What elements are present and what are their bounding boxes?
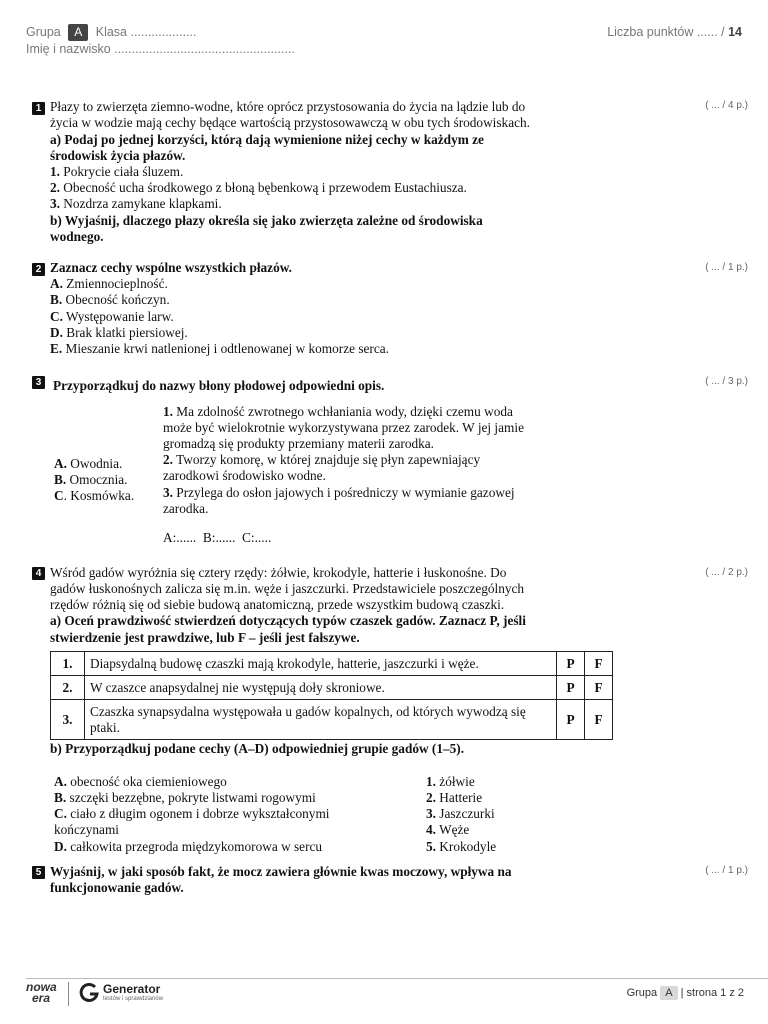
q3-membrane (54, 488, 134, 504)
table-row (51, 676, 613, 700)
q2-option (50, 325, 188, 341)
q1-text-line: życia w wodzie mają cechy będące wartością przystosowawczą w obu tych środowiskach. (50, 115, 530, 130)
feature-letter: A. (54, 774, 67, 789)
score-label: Liczba punktów ...... / (607, 25, 725, 39)
q2-option (50, 292, 170, 308)
option-text: Brak klatki piersiowej. (62, 325, 188, 340)
table-row (51, 700, 613, 740)
nowa-era-logo (26, 982, 57, 1004)
group-number: 3. (426, 806, 436, 821)
item-text: Obecność ucha środkowego z błoną bębenkową i przewodem Eustachiusza. (59, 180, 467, 195)
name-field: Imię i nazwisko .................................................... (26, 42, 295, 56)
q4-feature (54, 790, 316, 806)
feature-letter: B. (54, 790, 67, 805)
q2-option (50, 276, 168, 292)
group-text: Krokodyle (435, 839, 497, 854)
option-letter: B. (50, 292, 63, 307)
group-number: 4. (426, 822, 436, 837)
q4-text-line: rzędów różnią się od siebie budową anatomiczną, przede wszystkim budową czaszki. (50, 597, 505, 612)
option-text: Mieszanie krwi natlenionej i odtlenowanej w komorze serca. (62, 341, 389, 356)
false-option[interactable]: F (585, 652, 613, 676)
group-number: 2. (426, 790, 436, 805)
q3-membrane (54, 472, 128, 488)
feature-text: szczęki bezzębne, pokryte listwami rogowymi (66, 790, 316, 805)
question-number-3: 3 (32, 376, 45, 389)
description-text: zarodkowi środowisko wodne. (163, 468, 326, 483)
q3-membrane (54, 456, 122, 472)
option-text: Zmiennocieplność. (62, 276, 168, 291)
generator-logo-icon (78, 982, 100, 1004)
q3-title: Przyporządkuj do nazwy błony płodowej odpowiedni opis. (53, 378, 385, 393)
footer-separator (68, 982, 69, 1006)
q3-answer-blank[interactable]: A:...... B:...... C:..... (163, 530, 272, 545)
q4-text-line: gadów łuskonośnych zalicza się m.in. węże i jaszczurki. Przedstawiciele poszczególnych (50, 581, 525, 596)
statement-number: 3. (51, 700, 85, 740)
q1-text-line: Płazy to zwierzęta ziemno-wodne, które oprócz przystosowania do życia na lądzie lub do (50, 99, 526, 114)
q4-group (426, 839, 496, 855)
footer-group-badge: A (660, 986, 677, 1000)
statement-text: Diapsydalną budowę czaszki mają krokodyle, hatterie, jaszczurki i węże. (85, 652, 557, 676)
description-number: 3. (163, 485, 173, 500)
item-text: Pokrycie ciała śluzem. (59, 164, 184, 179)
q4-feature (54, 774, 227, 790)
q3-description (163, 485, 515, 501)
true-option[interactable]: P (557, 652, 585, 676)
description-text: Tworzy komorę, w której znajduje się płyn zapewniający (172, 452, 481, 467)
q3-description (163, 452, 480, 468)
q2-title: Zaznacz cechy wspólne wszystkich płazów. (50, 260, 292, 275)
item-number: 1. (50, 164, 60, 179)
option-letter: C. (50, 309, 63, 324)
points-q3: ( ... / 3 p.) (705, 376, 748, 387)
score-field (607, 25, 742, 39)
option-letter: D. (50, 325, 63, 340)
footer-group-label: Grupa (626, 987, 658, 999)
q4-feature (54, 822, 119, 838)
logo-text: era (32, 991, 51, 1005)
q4-b-instruction: b) Przyporządkuj podane cechy (A–D) odpowiedniej grupie gadów (1–5). (50, 741, 465, 756)
option-text: Obecność kończyn. (62, 292, 170, 307)
group-badge: A (68, 24, 88, 41)
q4-group (426, 822, 469, 838)
q4-feature (54, 806, 330, 822)
q3-description (163, 420, 524, 436)
feature-letter: D. (54, 839, 67, 854)
description-text: może być wielokrotnie wykorzystywana przez zarodek. W jej jamie (163, 420, 524, 435)
q3-description (163, 468, 326, 484)
membrane-name: Owodnia. (66, 456, 123, 471)
generator-title: Generator (103, 982, 161, 996)
q4-group (426, 806, 495, 822)
points-q1: ( ... / 4 p.) (705, 100, 748, 111)
membrane-letter: B. (54, 472, 67, 487)
false-option[interactable]: F (585, 676, 613, 700)
q4-a-instruction: a) Oceń prawdziwość stwierdzeń dotyczących typów czaszek gadów. Zaznacz P, jeśli (50, 613, 526, 628)
class-field: Klasa ................... (95, 25, 197, 39)
question-number-4: 4 (32, 567, 45, 580)
item-number: 3. (50, 196, 60, 211)
true-option[interactable]: P (557, 676, 585, 700)
true-false-table (50, 651, 613, 740)
item-text: Nozdrza zamykane klapkami. (59, 196, 222, 211)
description-text: Przylega do osłon jajowych i pośredniczy w wymianie gazowej (172, 485, 515, 500)
q4-text-line: Wśród gadów wyróżnia się cztery rzędy: żółwie, krokodyle, hatterie i łuskonośne. Do (50, 565, 507, 580)
membrane-name: Omocznia. (66, 472, 128, 487)
statement-number: 1. (51, 652, 85, 676)
q1-a-instruction: a) Podaj po jednej korzyści, którą dają wymienione niżej cechy w każdym ze (50, 132, 484, 147)
description-number: 1. (163, 404, 173, 419)
feature-letter: C. (54, 806, 67, 821)
page-indicator: | strona 1 z 2 (680, 987, 744, 999)
feature-text: ciało z długim ogonem i dobrze wykształconymi (66, 806, 330, 821)
description-text: zarodka. (163, 501, 209, 516)
statement-text: Czaszka synapsydalna występowała u gadów kopalnych, od których wywodzą się ptaki. (85, 700, 557, 740)
true-option[interactable]: P (557, 700, 585, 740)
q1-item (50, 180, 467, 196)
membrane-letter: C (54, 488, 64, 503)
question-number-1: 1 (32, 102, 45, 115)
q1-item (50, 164, 183, 180)
membrane-name: . Kosmówka. (63, 488, 135, 503)
q4-group (426, 774, 475, 790)
footer-divider (26, 978, 768, 979)
feature-text: kończynami (54, 822, 119, 837)
feature-text: obecność oka ciemieniowego (66, 774, 227, 789)
question-number-2: 2 (32, 263, 45, 276)
group-text: żółwie (435, 774, 475, 789)
group-text: Jaszczurki (435, 806, 495, 821)
description-text: Ma zdolność zwrotnego wchłaniania wody, dzięki czemu woda (172, 404, 513, 419)
statement-number: 2. (51, 676, 85, 700)
points-q4: ( ... / 2 p.) (705, 567, 748, 578)
group-number: 5. (426, 839, 436, 854)
group-label: Grupa (26, 25, 61, 39)
membrane-letter: A. (54, 456, 67, 471)
generator-subtitle: testów i sprawdzianów (103, 996, 164, 1002)
q4-group (426, 790, 482, 806)
q1-b-instruction: wodnego. (50, 229, 104, 244)
q2-option (50, 341, 389, 357)
statement-text: W czaszce anapsydalnej nie występują doły skroniowe. (85, 676, 557, 700)
question-number-5: 5 (32, 866, 45, 879)
description-text: gromadzą się produkty przemiany materii zarodka. (163, 436, 435, 451)
false-option[interactable]: F (585, 700, 613, 740)
q5-text-line: Wyjaśnij, w jaki sposób fakt, że mocz zawiera głównie kwas moczowy, wpływa na (50, 864, 512, 879)
q4-a-instruction: stwierdzenie jest prawdziwe, lub F – jeśli jest fałszywe. (50, 630, 360, 645)
q1-item (50, 196, 222, 212)
q3-description (163, 501, 208, 517)
q3-description (163, 404, 513, 420)
feature-text: całkowita przegroda międzykomorowa w sercu (66, 839, 323, 854)
option-text: Występowanie larw. (62, 309, 174, 324)
group-text: Węże (435, 822, 470, 837)
option-letter: A. (50, 276, 63, 291)
item-number: 2. (50, 180, 60, 195)
table-row (51, 652, 613, 676)
option-letter: E. (50, 341, 63, 356)
q2-option (50, 309, 174, 325)
q5-text-line: funkcjonowanie gadów. (50, 880, 184, 895)
q1-a-instruction: środowisk życia płazów. (50, 148, 186, 163)
logo-text: nowa (26, 980, 57, 994)
score-max: 14 (728, 25, 742, 39)
points-q5: ( ... / 1 p.) (705, 865, 748, 876)
q3-description (163, 436, 434, 452)
points-q2: ( ... / 1 p.) (705, 262, 748, 273)
q4-feature (54, 839, 322, 855)
group-field (26, 24, 196, 41)
description-number: 2. (163, 452, 173, 467)
footer-page-info (627, 986, 744, 1000)
group-number: 1. (426, 774, 436, 789)
q1-b-instruction: b) Wyjaśnij, dlaczego płazy określa się jako zwierzęta zależne od środowiska (50, 213, 483, 228)
group-text: Hatterie (435, 790, 483, 805)
